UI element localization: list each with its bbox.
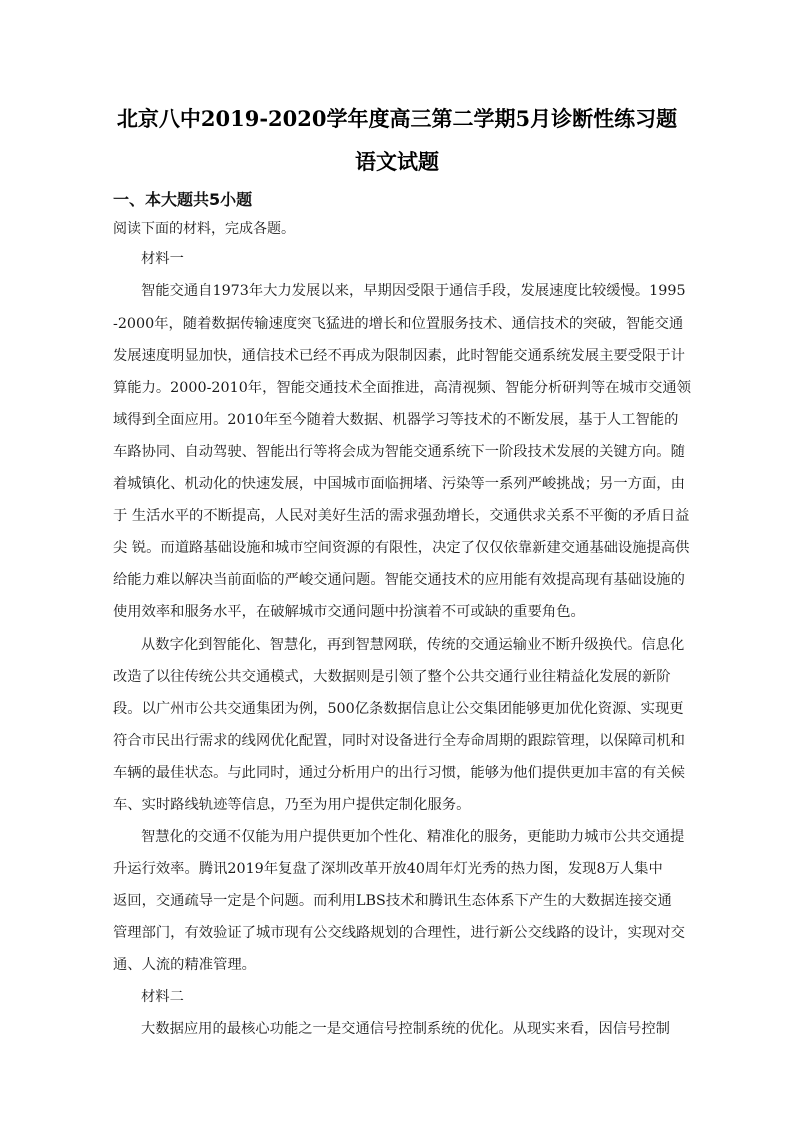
material-1-heading: 材料一	[141, 251, 184, 267]
document-title: 北京八中2019-2020学年度高三第二学期5月诊断性练习题	[116, 106, 678, 131]
paragraph-line: 发展速度明显加快，通信技术已经不再成为限制因素，此时智能交通系统发展主要受限于计	[113, 348, 685, 364]
paragraph-line: 车辆的最佳状态。与此同时，通过分析用户的出行习惯，能够为他们提供更加丰富的有关候	[113, 765, 685, 781]
paragraph-line: 于 生活水平的不断提高，人民对美好生活的需求强劲增长，交通供求关系不平衡的矛盾日益	[113, 508, 690, 524]
paragraph-line: 返回，交通疏导一定是个问题。而利用LBS技术和腾讯生态体系下产生的大数据连接交通	[113, 893, 672, 909]
paragraph-line: 智慧化的交通不仅能为用户提供更加个性化、精准化的服务，更能助力城市公共交通提	[141, 829, 685, 845]
paragraph-line: 尖 锐。而道路基础设施和城市空间资源的有限性，决定了仅仅依靠新建交通基础设施提高供	[113, 540, 690, 556]
paragraph-line: 域得到全面应用。2010年至今随着大数据、机器学习等技术的不断发展，基于人工智能的	[113, 412, 679, 428]
instruction-text: 阅读下面的材料，完成各题。	[113, 221, 295, 237]
section-heading: 一、本大题共5小题	[113, 190, 253, 209]
paragraph-line: 通、人流的精准管理。	[113, 957, 256, 973]
paragraph-line: 管理部门，有效验证了城市现有公交线路规划的合理性，进行新公交线路的设计，实现对交	[113, 925, 685, 941]
paragraph-line: 改造了以往传统公共交通模式，大数据则是引领了整个公共交通行业往精益化发展的新阶	[113, 669, 671, 685]
paragraph-line: 着城镇化、机动化的快速发展，中国城市面临拥堵、污染等一系列严峻挑战；另一方面，由	[113, 476, 685, 492]
paragraph-line: 从数字化到智能化、智慧化，再到智慧网联，传统的交通运输业不断升级换代。信息化	[141, 637, 685, 653]
paragraph-line: 车、实时路线轨迹等信息，乃至为用户提供定制化服务。	[113, 797, 471, 813]
paragraph-line: 算能力。2000-2010年，智能交通技术全面推进，高清视频、智能分析研判等在城市交通领	[113, 380, 691, 396]
paragraph-line: 符合市民出行需求的线网优化配置，同时对设备进行全寿命周期的跟踪管理，以保障司机和	[113, 733, 685, 749]
paragraph-line: 给能力难以解决当前面临的严峻交通问题。智能交通技术的应用能有效提高现有基础设施的	[113, 572, 685, 588]
paragraph-line: 智能交通自1973年大力发展以来，早期因受限于通信手段，发展速度比较缓慢。1995	[141, 283, 686, 299]
paragraph-line: 段。以广州市公共交通集团为例，500亿条数据信息让公交集团能够更加优化资源、实现更	[113, 701, 684, 717]
paragraph-line: 大数据应用的最核心功能之一是交通信号控制系统的优化。从现实来看，因信号控制	[141, 1021, 670, 1037]
paragraph-line: 升运行效率。腾讯2019年复盘了深圳改革开放40周年灯光秀的热力图，发现8万人集中	[113, 861, 663, 877]
paragraph-line: 车路协同、自动驾驶、智能出行等将会成为智能交通系统下一阶段技术发展的关键方向。随	[113, 444, 685, 460]
material-2-heading: 材料二	[141, 989, 184, 1005]
paragraph-line: 使用效率和服务水平，在破解城市交通问题中扮演着不可或缺的重要角色。	[113, 604, 585, 620]
paragraph-line: -2000年，随着数据传输速度突飞猛进的增长和位置服务技术、通信技术的突破，智能交通	[113, 316, 684, 332]
document-subtitle: 语文试题	[355, 149, 439, 174]
